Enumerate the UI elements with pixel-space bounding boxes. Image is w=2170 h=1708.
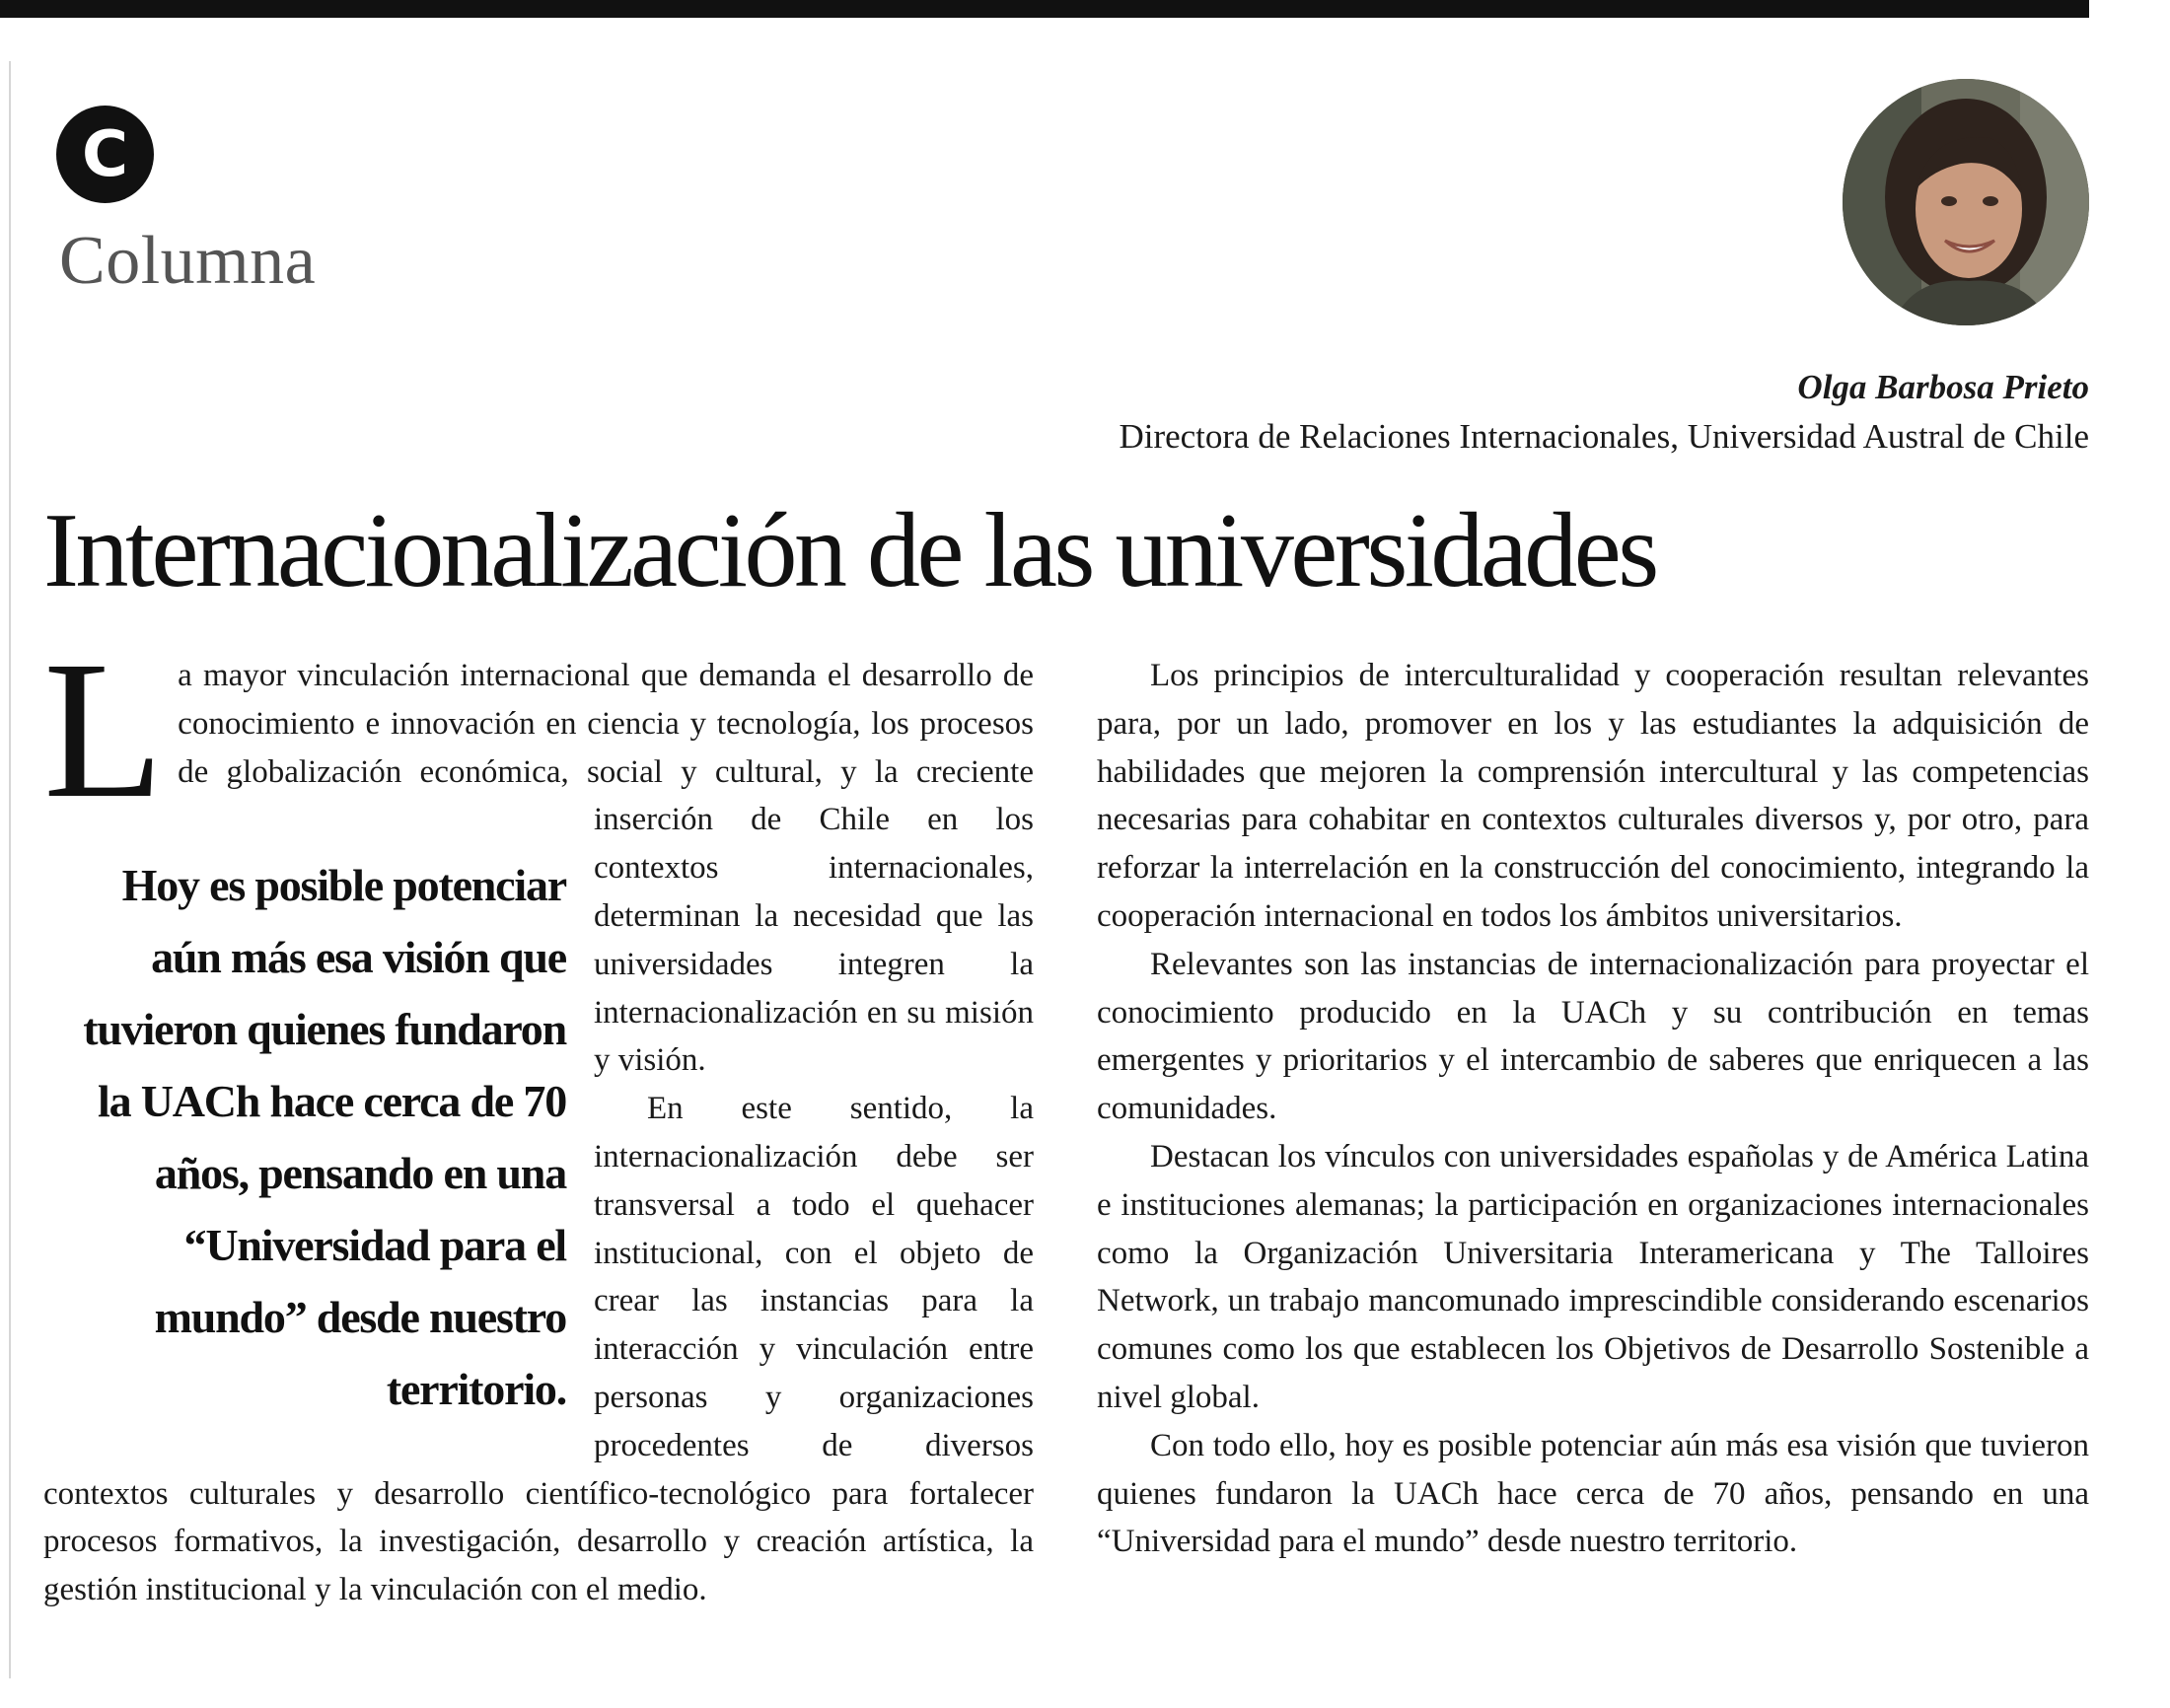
section-badge: C	[56, 106, 154, 203]
section-label: Columna	[59, 223, 317, 299]
paragraph-1: a mayor vinculación internacional que demanda el desarrollo de conocimiento e innovación en ciencia y tecnología, los procesos de globalización económica, social y cultural, y la creciente inserción de Chile en los contextos internacionales, determinan la necesidad que las universidades integren la internacionalización en su misión y visión.	[178, 658, 1034, 1079]
author-portrait-image	[1843, 79, 2089, 325]
pull-quote: Hoy es posible potenciar aún más esa visión que tuvieron quienes fundaron la UACh hace cerca de 70 años, pensando en una “Universidad para el mundo” desde nuestro territorio.	[83, 860, 566, 1414]
paragraph-6: Con todo ello, hoy es posible potenciar aún más esa visión que tuvieron quienes fundaron la UACh hace cerca de 70 años, pensando en una “Universidad para el mundo” desde nuestro territorio.	[1097, 1427, 2089, 1560]
paragraph-2: En este sentido, la internacionalización debe ser transversal a todo el quehacer institucional, con el objeto de crear las instancias para la interacción y vinculación entre personas y organizaciones procedentes de diversos contextos culturales y desarrollo científico-tecnológico para fortalecer procesos formativos, la investigación, desarrollo y creación artística, la gestión institucional y la vinculación con el medio.	[43, 1091, 1034, 1608]
column-right	[1097, 652, 2089, 1566]
paragraph-4: Relevantes son las instancias de internacionalización para proyectar el conocimiento producido en la UACh y su contribución en temas emergentes y prioritarios y el intercambio de saberes que enriquecen a las comunidades.	[1097, 946, 2089, 1127]
paragraph-3: Los principios de interculturalidad y cooperación resultan relevantes para, por un lado, promover en los y las estudiantes la adquisición de habilidades que mejoren la comprensión intercultural y las competencias necesarias para cohabitar en contextos culturales diversos y, por otro, para reforzar la interrelación en la construcción del conocimiento, integrando la cooperación internacional en todos los ámbitos universitarios.	[1097, 658, 2089, 934]
author-photo	[1843, 79, 2089, 325]
author-name: Olga Barbosa Prieto	[1797, 368, 2089, 406]
author-role: Directora de Relaciones Internacionales, Universidad Austral de Chile	[1119, 417, 2089, 456]
column-left	[43, 621, 1034, 1614]
top-rule	[0, 0, 2089, 18]
paragraph-5: Destacan los vínculos con universidades españolas y de América Latina e instituciones alemanas; la participación en organizaciones internacionales como la Organización Universitaria Interamericana y The Talloires Network, un trabajo mancomunado imprescindible considerando escenarios comunes como los que establecen los Objetivos de Desarrollo Sostenible a nivel global.	[1097, 1138, 2089, 1415]
left-rule	[9, 61, 11, 1678]
headline: Internacionalización de las universidades	[43, 492, 1656, 609]
drop-cap: L	[43, 621, 165, 839]
